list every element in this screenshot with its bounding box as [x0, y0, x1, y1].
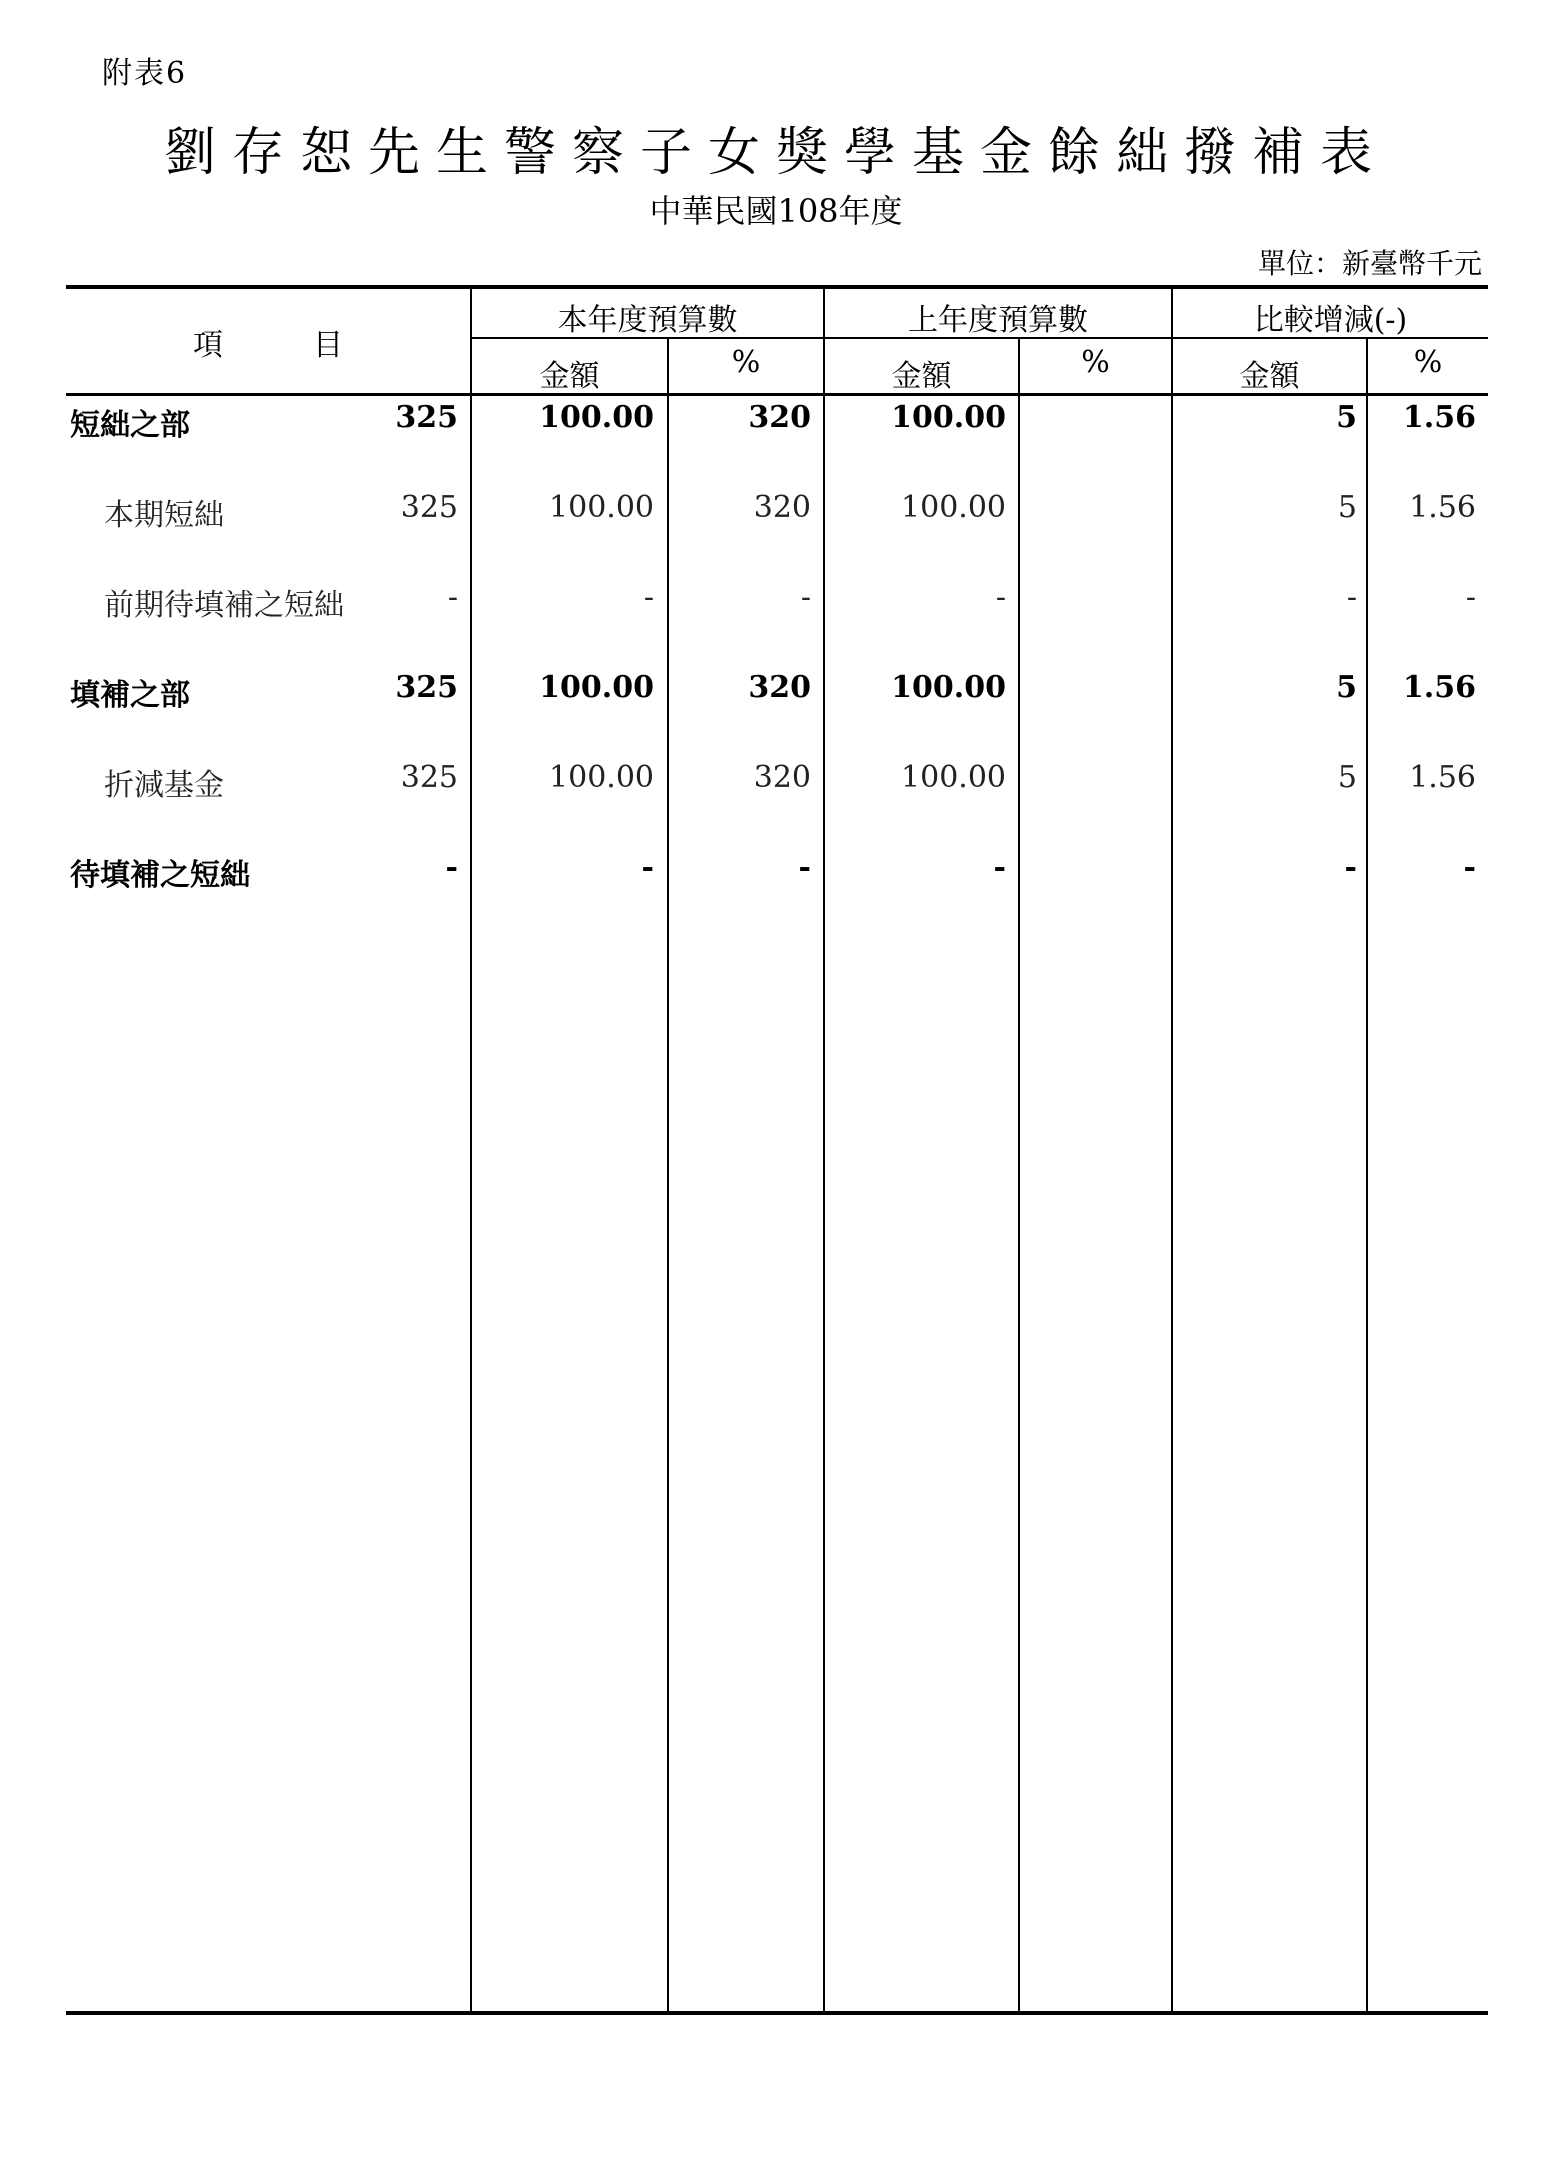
previous-percent-cell: 100.00 [901, 490, 1006, 525]
previous-percent-cell: 100.00 [901, 760, 1006, 795]
change-percent-cell: - [1465, 580, 1476, 615]
previous-amount-cell: 320 [748, 400, 811, 435]
row-label: 折減基金 [104, 768, 224, 803]
table-row [66, 490, 1488, 550]
previous-percent-cell: - [993, 850, 1006, 885]
previous-amount-cell: 320 [753, 490, 811, 525]
current-percent-cell: - [643, 580, 654, 615]
page-title: 劉存恕先生警察子女獎學基金餘絀撥補表 [163, 123, 1388, 183]
current-amount-cell: 325 [400, 760, 458, 795]
change-percent-cell: 1.56 [1402, 400, 1476, 435]
change-percent-cell: 1.56 [1409, 490, 1476, 525]
current-amount-cell: 325 [395, 670, 458, 705]
table-bottom-rule [66, 2011, 1488, 2015]
change-amount-cell: 5 [1337, 490, 1357, 525]
table-row [66, 580, 1488, 640]
change-percent-cell: - [1463, 850, 1476, 885]
surplus-deficit-table [66, 285, 1488, 2015]
previous-amount-cell: - [798, 850, 811, 885]
previous-percent-cell: 100.00 [891, 670, 1006, 705]
change-percent-cell: 1.56 [1402, 670, 1476, 705]
current-amount-cell: 325 [400, 490, 458, 525]
current-year-budget-header: 本年度預算數 [557, 303, 738, 338]
table-row [66, 400, 1488, 460]
percent-subheader: % [1081, 345, 1110, 380]
row-label: 待填補之短絀 [70, 858, 250, 893]
percent-subheader: % [731, 345, 761, 380]
amount-subheader: 金額 [891, 359, 952, 394]
current-percent-cell: - [641, 850, 654, 885]
percent-subheader: % [1413, 345, 1443, 380]
previous-percent-cell: 100.00 [891, 400, 1006, 435]
change-amount-cell: - [1344, 850, 1357, 885]
current-percent-cell: 100.00 [549, 490, 654, 525]
item-column-header: 項 目 [193, 328, 343, 363]
change-percent-cell: 1.56 [1409, 760, 1476, 795]
comparison-change-header: 比較增減(-) [1253, 303, 1408, 338]
fiscal-year-subtitle: 中華民國108年度 [649, 192, 903, 230]
current-amount-cell: - [445, 850, 458, 885]
change-amount-cell: 5 [1336, 670, 1357, 705]
table-row [66, 760, 1488, 820]
table-top-rule [66, 285, 1488, 289]
previous-amount-cell: 320 [748, 670, 811, 705]
change-amount-cell: 5 [1337, 760, 1357, 795]
currency-unit-label: 單位：新臺幣千元 [1257, 247, 1482, 280]
amount-subheader: 金額 [1239, 359, 1300, 394]
previous-percent-cell: - [995, 580, 1006, 615]
table-row [66, 670, 1488, 730]
previous-amount-cell: - [800, 580, 811, 615]
change-amount-cell: - [1346, 580, 1357, 615]
row-label: 短絀之部 [70, 408, 190, 443]
amount-subheader: 金額 [539, 359, 600, 394]
row-label: 填補之部 [70, 678, 190, 713]
current-percent-cell: 100.00 [539, 400, 654, 435]
current-amount-cell: 325 [395, 400, 458, 435]
current-amount-cell: - [447, 580, 458, 615]
row-label: 前期待填補之短絀 [104, 588, 344, 623]
previous-amount-cell: 320 [753, 760, 811, 795]
attachment-label: 附表6 [102, 56, 188, 91]
change-amount-cell: 5 [1336, 400, 1357, 435]
current-percent-cell: 100.00 [539, 670, 654, 705]
table-row [66, 850, 1488, 910]
previous-year-budget-header: 上年度預算數 [908, 303, 1088, 338]
row-label: 本期短絀 [104, 498, 224, 533]
current-percent-cell: 100.00 [549, 760, 654, 795]
